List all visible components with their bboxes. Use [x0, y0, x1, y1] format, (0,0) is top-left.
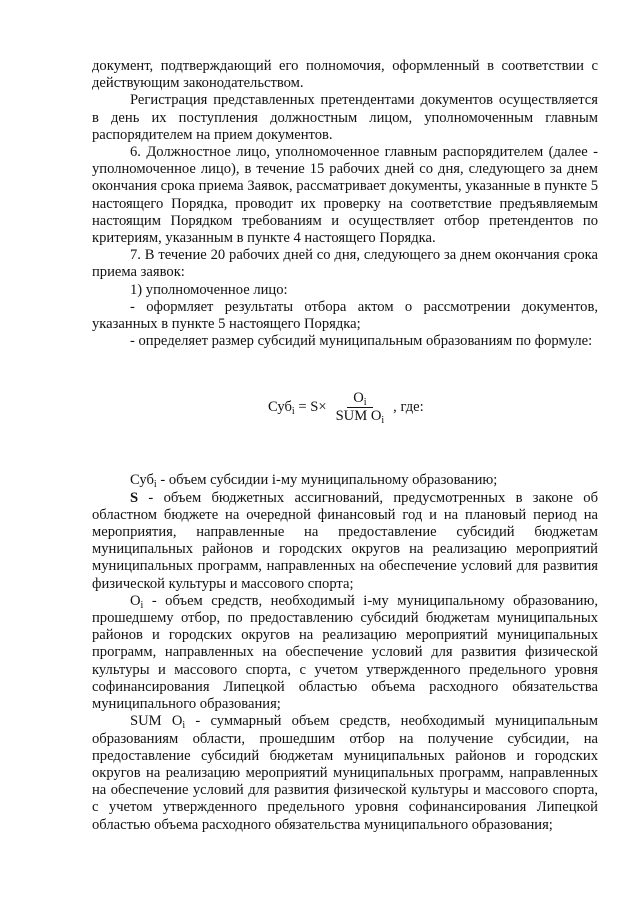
definition-term: O [130, 592, 141, 609]
definition-sub: Суб$_i$ - объем субсидии i-му муниципальному образованию; [130, 472, 498, 491]
formula-tail: , где: [393, 399, 424, 416]
document-body [92, 58, 598, 834]
formula-lhs: Суб$_i$ [268, 399, 295, 418]
formula-equals: = S× [294, 399, 327, 416]
paragraph-item-6: 6. Должностное лицо, уполномоченное главным распорядителем (далее - уполномоченное лицо), в течение 15 рабочих дней со дня, следующего за днем окончания срока приема Заявок, рассматривает документы, указанные в пункте 5 настоящего Порядка, проводит их проверку на соответствие предъявляемым настоящим Порядком требованиям и осуществляет отбор претендентов по критериям, указанным в пункте 4 настоящего Порядка. [92, 144, 598, 247]
paragraph-dash-results: - оформляет результаты отбора актом о рассмотрении документов, указанных в пункте 5 настоящего Порядка; [92, 298, 598, 333]
paragraph-dash-formula: - определяет размер субсидий муниципальным образованиям по формуле: [130, 333, 593, 350]
paragraph-authority-document: документ, подтверждающий его полномочия, оформленный в соответствии с действующим законодательством. [92, 58, 598, 92]
definition-term: S [130, 489, 139, 506]
formula-numerator: $O_i$ [347, 390, 372, 408]
paragraph-item-7: 7. В течение 20 рабочих дней со дня, следующего за днем окончания срока приема заявок: [92, 247, 598, 281]
paragraph-subitem-1: 1) уполномоченное лицо: [130, 281, 288, 298]
formula-denominator: SUM $O_i$ [335, 408, 385, 427]
formula-fraction [330, 390, 391, 425]
definition-oi: $O_i$ - объем средств, необходимый i-му муниципальному образованию, прошедшему отбор, по предоставлению субсидий бюджетам муниципальных районов и городских округов на реализацию мероприятий муниципальных программ, направленных на обеспечение условий для развития физической культуры и массового спорта, с учетом утвержденного предельного уровня софинансирования Липецкой областью объема расходного обязательства муниципального образования; [92, 592, 598, 713]
definition-text: - объем бюджетных ассигнований, предусмотренных в законе об областном бюджете на очередной финансовый год и на плановый период на мероприятия, направленные на предоставление субсидий бюджетам муниципальных районов и городских округов на реализацию мероприятий муниципальных программ, направленных на обеспечение условий для развития физической культуры и массового спорта; [92, 489, 598, 592]
subsidy-formula [92, 384, 598, 442]
definition-text: - суммарный объем средств, необходимый муниципальным образованиям области, прошедшим отбор на получение субсидии, на предоставление субсидий бюджетам муниципальных районов и городских округов на реализацию мероприятий муниципальных программ, направленных на обеспечение условий для развития физической культуры и массового спорта, с учетом утвержденного предельного уровня софинансирования Липецкой областью объема расходного обязательства муниципального образования; [92, 713, 598, 833]
definition-text: - объем средств, необходимый i-му муниципальному образованию, прошедшему отбор, по предоставлению субсидий бюджетам муниципальных районов и городских округов на реализацию мероприятий муниципальных программ, направленных на обеспечение условий для развития физической культуры и массового спорта, с учетом утвержденного предельного уровня софинансирования Липецкой областью объема расходного обязательства муниципального образования; [92, 592, 598, 713]
paragraph-registration: Регистрация представленных претендентами документов осуществляется в день их поступления должностным лицом, уполномоченным главным распорядителем на прием документов. [92, 92, 598, 143]
definition-term: Суб [130, 472, 154, 489]
definition-sum-oi: SUM $O_i$ - суммарный объем средств, необходимый муниципальным образованиям области, прошедшим отбор на получение субсидии, на предоставление субсидий бюджетам муниципальных районов и городских округов на реализацию мероприятий муниципальных программ, направленных на обеспечение условий для развития физической культуры и массового спорта, с учетом утвержденного предельного уровня софинансирования Липецкой областью объема расходного обязательства муниципального образования; [92, 713, 598, 833]
definition-s [92, 490, 598, 593]
definition-text: - объем субсидии i-му муниципальному образованию; [156, 472, 498, 489]
definition-term: SUM O [130, 713, 183, 730]
